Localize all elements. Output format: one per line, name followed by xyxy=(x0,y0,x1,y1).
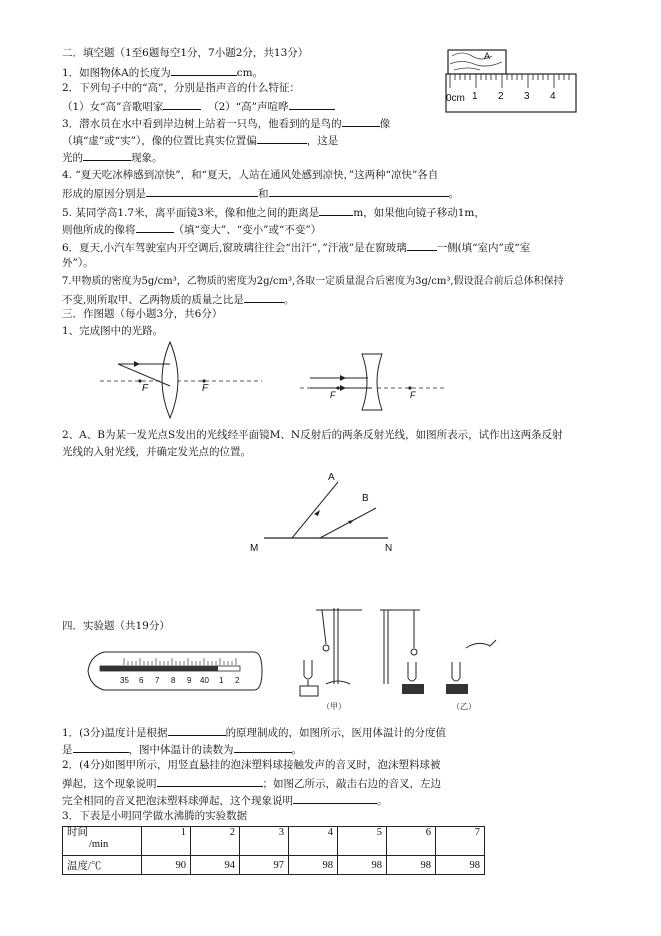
answer-blank[interactable] xyxy=(171,65,237,76)
table-cell: 1 xyxy=(142,827,191,856)
answer-blank[interactable] xyxy=(83,150,131,161)
q2-3c: 光的 现象。 xyxy=(62,152,163,164)
q2-7: 7.甲物质的密度为5g/cm³，乙物质的密度为2g/cm³,各取一定质量混合后密度为3g/cm³,假设混合前后总体积保持 xyxy=(62,276,564,287)
q4-3: 3．下表是小明同学做水沸腾的实验数据 xyxy=(62,810,248,822)
answer-blank[interactable] xyxy=(257,133,307,144)
section4-title: 四．实验题（共19分） xyxy=(62,620,170,632)
answer-blank[interactable] xyxy=(319,205,353,216)
thermometer-figure xyxy=(84,648,266,694)
concave-lens-figure xyxy=(300,352,450,412)
answer-blank[interactable] xyxy=(168,725,226,736)
answer-blank[interactable] xyxy=(157,776,263,787)
answer-blank[interactable] xyxy=(73,742,129,753)
answer-blank[interactable] xyxy=(244,292,284,303)
mirror-label-m: M xyxy=(250,543,259,554)
answer-blank[interactable] xyxy=(293,793,377,804)
lens-focal-label: F xyxy=(142,383,149,394)
thermo-tick: 7 xyxy=(155,676,160,685)
thermo-tick: 40 xyxy=(200,676,209,685)
answer-blank[interactable] xyxy=(146,186,258,197)
answer-blank[interactable] xyxy=(163,99,201,110)
thermo-tick: 1 xyxy=(219,676,224,685)
thermo-tick: 9 xyxy=(187,676,192,685)
table-cell: 98 xyxy=(289,856,338,875)
table-header-time: 时间 /min xyxy=(63,827,142,856)
table-header-temp: 温度/℃ xyxy=(63,856,142,875)
q4-2c: 完全相同的音叉把泡沫塑料球弹起，这个现象说明 。 xyxy=(62,795,388,807)
q2-7b: 不变,则所取甲、乙两物质的质量之比是 。 xyxy=(62,294,295,306)
q2-3b: （填“虚”或“实”），像的位置比真实位置偏 ，这是 xyxy=(62,135,339,147)
q4-1b: 是 ，图中体温计的读数为 。 xyxy=(62,744,302,756)
thermo-tick: 35 xyxy=(120,676,129,685)
q2-5b: 则他所成的像将 （填“变大”、“变小”或“不变”） xyxy=(62,224,322,236)
q2-2-sub: （1）女“高”音歌唱家 （2）“高”声喧哗 xyxy=(62,99,335,114)
table-cell: 7 xyxy=(436,827,485,856)
answer-blank[interactable] xyxy=(407,240,437,251)
table-cell: 94 xyxy=(191,856,240,875)
answer-blank[interactable] xyxy=(289,99,335,110)
answer-blank[interactable] xyxy=(234,742,292,753)
thermo-tick: 8 xyxy=(171,676,176,685)
ruler-tick: 2 xyxy=(498,91,504,102)
table-cell: 98 xyxy=(338,856,387,875)
q2-6: 6．夏天,小汽车驾驶室内开空调后,窗玻璃往往会“出汗”，”汗液”是在窗玻璃 一侧(填“室内”或“室 xyxy=(62,242,531,254)
table-cell: 90 xyxy=(142,856,191,875)
answer-blank[interactable] xyxy=(269,186,449,197)
table-row xyxy=(63,827,485,856)
table-cell: 97 xyxy=(240,856,289,875)
ruler-tick: 1 xyxy=(472,91,478,102)
table-cell: 2 xyxy=(191,827,240,856)
q3-1: 1、完成图中的光路。 xyxy=(62,325,164,337)
q3-2: 2、A、B为某一发光点S发出的光线经平面镜M、N反射后的两条反射光线，如图所表示，试作出这两条反射 xyxy=(62,429,563,441)
q2-4b: 形成的原因分别是 和 。 xyxy=(62,188,459,200)
thermo-tick: 6 xyxy=(139,676,144,685)
q2-1: 1．如图物体A的长度为 cm。 xyxy=(62,67,264,79)
mirror-label-n: N xyxy=(385,543,393,554)
figure-label-yi: （乙） xyxy=(452,702,476,711)
convex-lens-figure xyxy=(100,340,270,420)
q2-3: 3．潜水员在水中看到岸边树上站着一只鸟，他看到的是鸟的 像 xyxy=(62,118,391,130)
q2-5: 5. 某同学高1.7米，离平面镜3米，像和他之间的距离是 m，如果他向镜子移动1m， xyxy=(62,207,485,219)
ruler-tick: 4 xyxy=(550,91,556,102)
ruler-label-a: A xyxy=(484,51,491,61)
lens-focal-label: F xyxy=(410,390,416,400)
section3-title: 三．作图题（每小题3分，共6分） xyxy=(62,308,223,320)
q2-2: 2．下列句子中的“高”，分别是指声音的什么特征： xyxy=(62,82,300,94)
mirror-label-b: B xyxy=(362,493,369,504)
table-cell: 6 xyxy=(387,827,436,856)
q4-2: 2．(4分)如图甲所示，用竖直悬挂的泡沫塑料球接触发声的音叉时，泡沫塑料球被 xyxy=(62,759,441,771)
q3-2b: 光线的入射光线，并确定发光点的位置。 xyxy=(62,446,251,458)
table-row xyxy=(63,856,485,875)
lens-focal-label: F xyxy=(330,390,336,400)
ruler-unit: 0cm xyxy=(446,93,465,104)
thermo-tick: 2 xyxy=(235,676,240,685)
section2-title: 二．填空题（1至6题每空1分，7小题2分，共13分） xyxy=(62,47,309,59)
table-cell: 98 xyxy=(436,856,485,875)
table-cell: 4 xyxy=(289,827,338,856)
q4-1: 1．(3分)温度计是根据 的原理制成的，如图所示，医用体温计的分度值 xyxy=(62,727,447,739)
table-cell: 3 xyxy=(240,827,289,856)
figure-label-jia: （甲） xyxy=(322,702,346,711)
answer-blank[interactable] xyxy=(136,222,174,233)
q2-6b: 外”）。 xyxy=(62,257,94,269)
boiling-data-table xyxy=(62,826,485,875)
mirror-label-a: A xyxy=(328,472,335,483)
ruler-tick: 3 xyxy=(524,91,530,102)
q4-2b: 弹起，这个现象说明 ；如图乙所示，敲击右边的音叉，左边 xyxy=(62,778,441,790)
table-cell: 5 xyxy=(338,827,387,856)
tuning-fork-figure xyxy=(296,600,508,702)
table-cell: 98 xyxy=(387,856,436,875)
lens-focal-label: F xyxy=(202,383,209,394)
q2-4: 4. “夏天吃冰棒感到凉快”，和“夏天，人站在通风处感到凉快，”这两种“凉快”各自 xyxy=(62,169,439,181)
answer-blank[interactable] xyxy=(342,116,380,127)
